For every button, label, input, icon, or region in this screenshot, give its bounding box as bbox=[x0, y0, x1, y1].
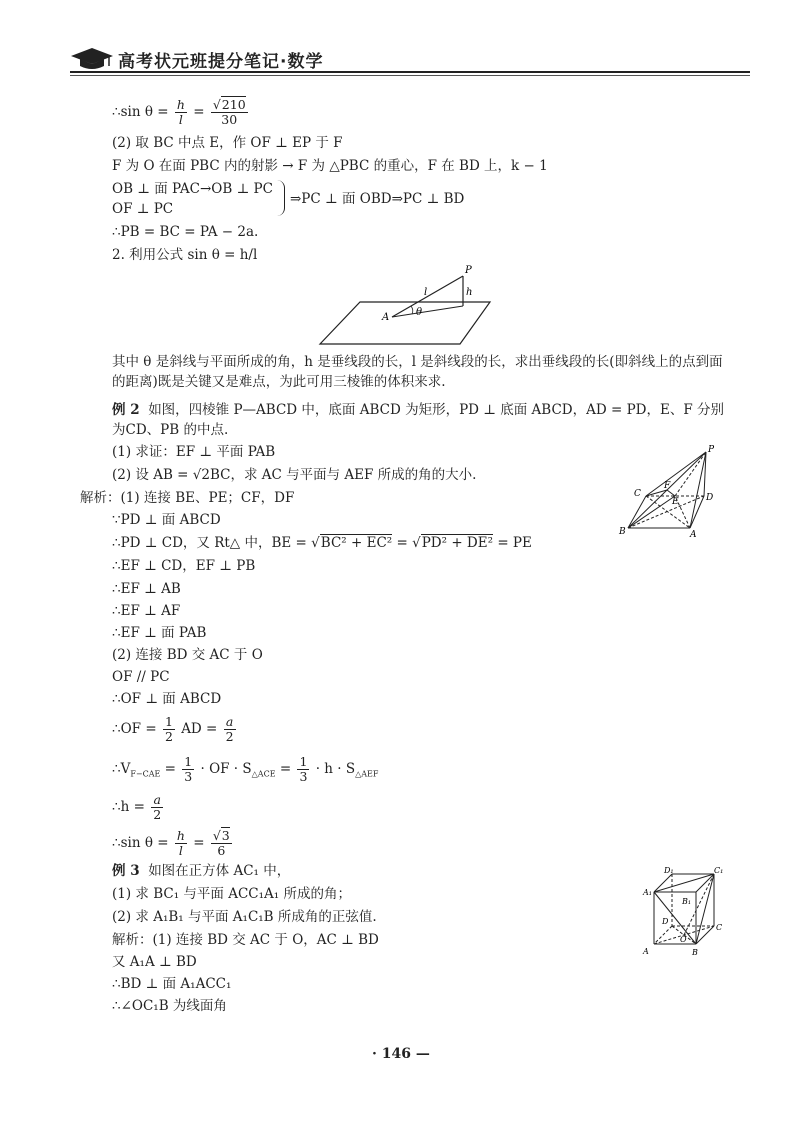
graduation-cap-icon bbox=[70, 46, 114, 70]
formula-line: $\therefore V_{F-CAE}$ = $\frac{1}{3}$ · OF · $S_{\triangle ACE}$ = $\frac{1}{3}$ · $h \cdot S_{\triangle AEF}$ bbox=[112, 754, 379, 784]
slant-line bbox=[392, 276, 463, 317]
label-D: D bbox=[662, 917, 669, 926]
text-line: F 为 O 在面 PBC 内的射影 → F 为 △PBC 的重心，F 在 BD 上，k − 1 bbox=[112, 158, 548, 174]
text-line: 2. 利用公式 sin θ = h/l bbox=[112, 247, 258, 263]
fraction: $\frac{1}{2}$ bbox=[164, 714, 173, 744]
text-line: (2) 取 BC 中点 E，作 OF ⊥ EP 于 F bbox=[112, 135, 343, 151]
text-line: ∴BD ⊥ 面 A₁ACC₁ bbox=[112, 976, 232, 992]
label-D1: D₁ bbox=[664, 866, 674, 875]
fraction: $\frac{1}{3}$ bbox=[299, 754, 308, 784]
text-line: ∴EF ⊥ CD，EF ⊥ PB bbox=[112, 558, 256, 574]
fraction: $\frac{√3}{6}$ bbox=[212, 828, 230, 858]
fraction: $\frac{a}{2}$ bbox=[225, 714, 234, 744]
fraction: $\frac{1}{3}$ bbox=[184, 754, 193, 784]
formula-text: ∴sin θ = bbox=[112, 104, 169, 120]
label-A: A bbox=[382, 312, 390, 323]
text-line: (2) 连接 BD 交 AC 于 O bbox=[112, 647, 263, 663]
question-line: (1) 求 BC₁ 与平面 ACC₁A₁ 所成的角； bbox=[112, 886, 351, 902]
fraction: $\frac{a}{2}$ bbox=[153, 792, 162, 822]
fraction: $\frac{h}{l}$ bbox=[176, 828, 185, 858]
label-P: P bbox=[708, 445, 715, 455]
question-line: (2) 设 AB = √2BC，求 AC 与平面与 AEF 所成的角的大小. bbox=[112, 467, 477, 483]
label-P: P bbox=[465, 265, 472, 276]
text-line: 又 A₁A ⊥ BD bbox=[112, 954, 197, 970]
label-h: h bbox=[466, 287, 473, 298]
text-line: ∴OF ⊥ 面 ABCD bbox=[112, 691, 222, 707]
text-line: OF // PC bbox=[112, 669, 170, 685]
label-A1: A₁ bbox=[643, 888, 652, 897]
paragraph: 其中 θ 是斜线与平面所成的角，h 是垂线段的长，l 是斜线段的长，求出垂线段的长(即斜线上的点到面的距离)既是关键又是难点，为此可用三棱锥的体积来求. bbox=[112, 354, 723, 390]
text-line: 解析：(1) 连接 BE、PE；CF，DF bbox=[80, 490, 295, 506]
figure-cube bbox=[634, 864, 730, 960]
label-D: D bbox=[706, 493, 714, 503]
text-line: OF ⊥ PC bbox=[112, 201, 174, 217]
example-text: 如图，四棱锥 P—ABCD 中，底面 ABCD 为矩形，PD ⊥ 底面 ABCD，AD = PD，E、F 分别为CD、PB 的中点. bbox=[112, 402, 725, 438]
label-O: O bbox=[680, 935, 687, 944]
label-l: l bbox=[424, 287, 428, 298]
figure-pyramid bbox=[618, 444, 726, 540]
label-F: F bbox=[664, 481, 671, 491]
formula-line-1: ∴sin θ = $\frac{h}{l}$ = $\frac{√210}{30}$ bbox=[112, 97, 246, 127]
label-A: A bbox=[690, 530, 697, 540]
label-B: B bbox=[692, 948, 698, 957]
text-line: ⇒PC ⊥ 面 OBD⇒PC ⊥ BD bbox=[290, 191, 465, 207]
formula-line: ∴h = $\frac{a}{2}$ bbox=[112, 792, 162, 822]
text-line: OB ⊥ 面 PAC→OB ⊥ PC bbox=[112, 181, 273, 197]
brace bbox=[276, 180, 285, 216]
label-C: C bbox=[634, 489, 641, 499]
plane bbox=[320, 302, 490, 344]
header-rule-thin bbox=[70, 75, 750, 76]
example-label: 例 2 bbox=[112, 402, 140, 418]
text-line: ∴EF ⊥ 面 PAB bbox=[112, 625, 207, 641]
text-line: ∴PB = BC = PA − 2a. bbox=[112, 224, 259, 240]
example-label: 例 3 bbox=[112, 863, 140, 879]
formula-line: ∴sin θ = $\frac{h}{l}$ = $\frac{√3}{6}$ bbox=[112, 828, 230, 858]
angle-arc bbox=[411, 306, 413, 314]
label-C: C bbox=[716, 923, 723, 932]
text-line: 解析：(1) 连接 BD 交 AC 于 O，AC ⊥ BD bbox=[112, 932, 379, 948]
formula-line: ∴PD ⊥ CD，又 Rt△ 中，BE = √BC² + EC² = √PD² + DE² = PE bbox=[112, 535, 532, 551]
fraction: $\frac{√210}{30}$ bbox=[212, 97, 246, 127]
label-A: A bbox=[643, 947, 649, 956]
example-2 bbox=[112, 400, 732, 440]
page-header bbox=[70, 44, 750, 74]
figure-slant-line bbox=[300, 262, 520, 354]
text-line: ∴∠OC₁B 为线面角 bbox=[112, 998, 227, 1014]
text-line: ∴EF ⊥ AF bbox=[112, 603, 181, 619]
label-B1: B₁ bbox=[682, 897, 692, 906]
label-B: B bbox=[619, 527, 626, 537]
text-line: ∵PD ⊥ 面 ABCD bbox=[112, 512, 221, 528]
example-3 bbox=[112, 862, 290, 880]
book-title: 高考状元班提分笔记·数学 bbox=[118, 52, 324, 72]
text-line: ∴EF ⊥ AB bbox=[112, 581, 181, 597]
header-rule bbox=[70, 71, 750, 73]
question-line: (2) 求 A₁B₁ 与平面 A₁C₁B 所成角的正弦值. bbox=[112, 909, 377, 925]
label-E: E bbox=[672, 497, 679, 507]
page-number: · 146 — bbox=[372, 1046, 430, 1062]
formula-line: ∴OF = $\frac{1}{2}$ AD = $\frac{a}{2}$ bbox=[112, 714, 234, 744]
question-line: (1) 求证：EF ⊥ 平面 PAB bbox=[112, 444, 276, 460]
example-text: 如图在正方体 AC₁ 中， bbox=[148, 863, 291, 879]
label-C1: C₁ bbox=[714, 866, 724, 875]
fraction: $\frac{h}{l}$ bbox=[176, 97, 185, 127]
label-theta: θ bbox=[416, 307, 423, 318]
